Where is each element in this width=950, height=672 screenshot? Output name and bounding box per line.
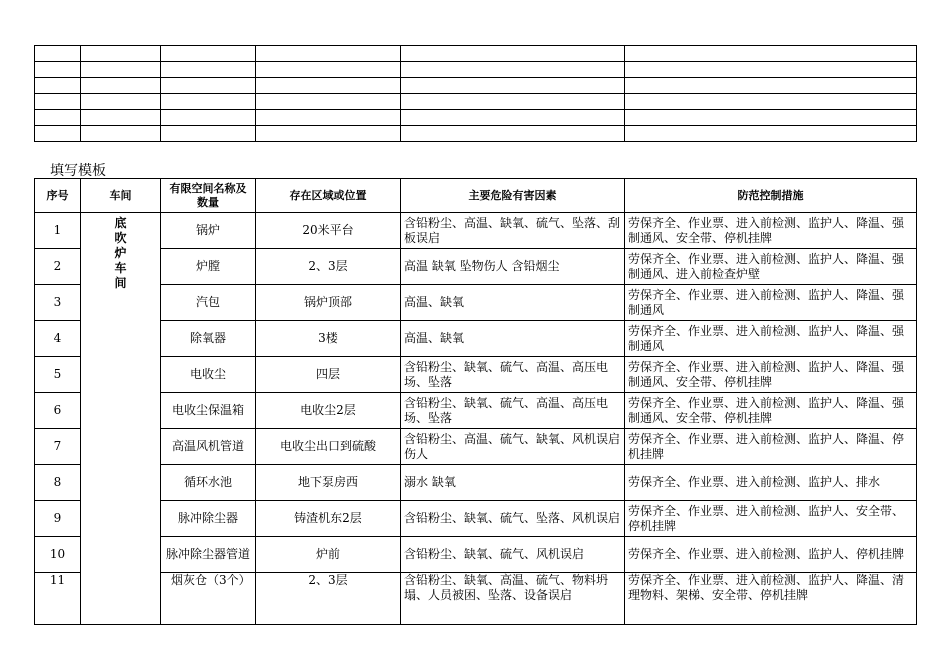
row-hazards: 高温 缺氧 坠物伤人 含铅烟尘 (401, 249, 625, 285)
row-hazards: 含铅粉尘、缺氧、硫气、高温、高压电场、坠落 (401, 393, 625, 429)
row-hazards: 含铅粉尘、高温、缺氧、硫气、坠落、刮板误启 (401, 213, 625, 249)
table-row (35, 573, 917, 625)
table-row (35, 213, 917, 249)
row-hazards: 高温、缺氧 (401, 321, 625, 357)
blank-row (35, 94, 917, 110)
header-row (35, 179, 917, 213)
row-location: 四层 (256, 357, 401, 393)
row-no: 5 (35, 357, 81, 393)
row-space-name: 高温风机管道 (161, 429, 256, 465)
row-hazards: 含铅粉尘、缺氧、硫气、高温、高压电场、坠落 (401, 357, 625, 393)
template-caption: 填写模板 (50, 163, 106, 179)
workshop-cell (81, 213, 161, 625)
blank-table (34, 45, 917, 142)
row-measures: 劳保齐全、作业票、进入前检测、监护人、降温、强制通风 (625, 285, 917, 321)
blank-row (35, 46, 917, 62)
row-space-name: 电收尘 (161, 357, 256, 393)
row-location: 地下泵房西 (256, 465, 401, 501)
row-location: 炉前 (256, 537, 401, 573)
row-no: 8 (35, 465, 81, 501)
table-row (35, 249, 917, 285)
row-space-name: 炉膛 (161, 249, 256, 285)
row-location: 电收尘2层 (256, 393, 401, 429)
row-measures: 劳保齐全、作业票、进入前检测、监护人、降温、强制通风、进入前检查炉壁 (625, 249, 917, 285)
blank-row (35, 78, 917, 94)
row-space-name: 锅炉 (161, 213, 256, 249)
header-measures: 防范控制措施 (625, 179, 917, 213)
blank-row (35, 62, 917, 78)
row-no: 3 (35, 285, 81, 321)
row-location: 3楼 (256, 321, 401, 357)
row-no: 9 (35, 501, 81, 537)
row-measures: 劳保齐全、作业票、进入前检测、监护人、安全带、停机挂牌 (625, 501, 917, 537)
table-row (35, 393, 917, 429)
blank-row (35, 126, 917, 142)
table-row (35, 429, 917, 465)
row-space-name: 烟灰仓（3个） (161, 573, 256, 625)
row-space-name: 电收尘保温箱 (161, 393, 256, 429)
row-hazards: 溺水 缺氧 (401, 465, 625, 501)
row-measures: 劳保齐全、作业票、进入前检测、监护人、降温、强制通风、安全带、停机挂牌 (625, 393, 917, 429)
table-row (35, 537, 917, 573)
row-hazards: 含铅粉尘、缺氧、高温、硫气、物料坍塌、人员被困、坠落、设备误启 (401, 573, 625, 625)
row-location: 电收尘出口到硫酸 (256, 429, 401, 465)
row-measures: 劳保齐全、作业票、进入前检测、监护人、降温、停机挂牌 (625, 429, 917, 465)
row-space-name: 脉冲除尘器 (161, 501, 256, 537)
row-measures: 劳保齐全、作业票、进入前检测、监护人、停机挂牌 (625, 537, 917, 573)
row-space-name: 循环水池 (161, 465, 256, 501)
row-measures: 劳保齐全、作业票、进入前检测、监护人、降温、强制通风、安全带、停机挂牌 (625, 213, 917, 249)
table-row (35, 357, 917, 393)
row-hazards: 含铅粉尘、缺氧、硫气、风机误启 (401, 537, 625, 573)
row-no: 10 (35, 537, 81, 573)
row-no: 6 (35, 393, 81, 429)
row-no: 2 (35, 249, 81, 285)
row-location: 2、3层 (256, 573, 401, 625)
row-location: 铸渣机东2层 (256, 501, 401, 537)
row-measures: 劳保齐全、作业票、进入前检测、监护人、降温、强制通风、安全带、停机挂牌 (625, 357, 917, 393)
table-row (35, 285, 917, 321)
blank-row (35, 110, 917, 126)
row-measures: 劳保齐全、作业票、进入前检测、监护人、降温、清理物料、架梯、安全带、停机挂牌 (625, 573, 917, 625)
table-row (35, 501, 917, 537)
row-no: 1 (35, 213, 81, 249)
confined-space-table (34, 178, 917, 625)
header-space-name: 有限空间名称及数量 (161, 179, 256, 213)
table-row (35, 321, 917, 357)
row-no: 7 (35, 429, 81, 465)
row-space-name: 脉冲除尘器管道 (161, 537, 256, 573)
header-workshop: 车间 (81, 179, 161, 213)
row-location: 2、3层 (256, 249, 401, 285)
row-measures: 劳保齐全、作业票、进入前检测、监护人、降温、强制通风 (625, 321, 917, 357)
row-hazards: 含铅粉尘、缺氧、硫气、坠落、风机误启 (401, 501, 625, 537)
header-no: 序号 (35, 179, 81, 213)
header-hazards: 主要危险有害因素 (401, 179, 625, 213)
row-hazards: 高温、缺氧 (401, 285, 625, 321)
row-space-name: 除氧器 (161, 321, 256, 357)
row-location: 20米平台 (256, 213, 401, 249)
row-no: 4 (35, 321, 81, 357)
row-hazards: 含铅粉尘、高温、硫气、缺氧、风机误启伤人 (401, 429, 625, 465)
header-location: 存在区域或位置 (256, 179, 401, 213)
row-space-name: 汽包 (161, 285, 256, 321)
table-row (35, 465, 917, 501)
workshop-name: 底吹炉车间 (114, 216, 127, 290)
row-no: 11 (35, 573, 81, 625)
row-measures: 劳保齐全、作业票、进入前检测、监护人、排水 (625, 465, 917, 501)
row-location: 锅炉顶部 (256, 285, 401, 321)
